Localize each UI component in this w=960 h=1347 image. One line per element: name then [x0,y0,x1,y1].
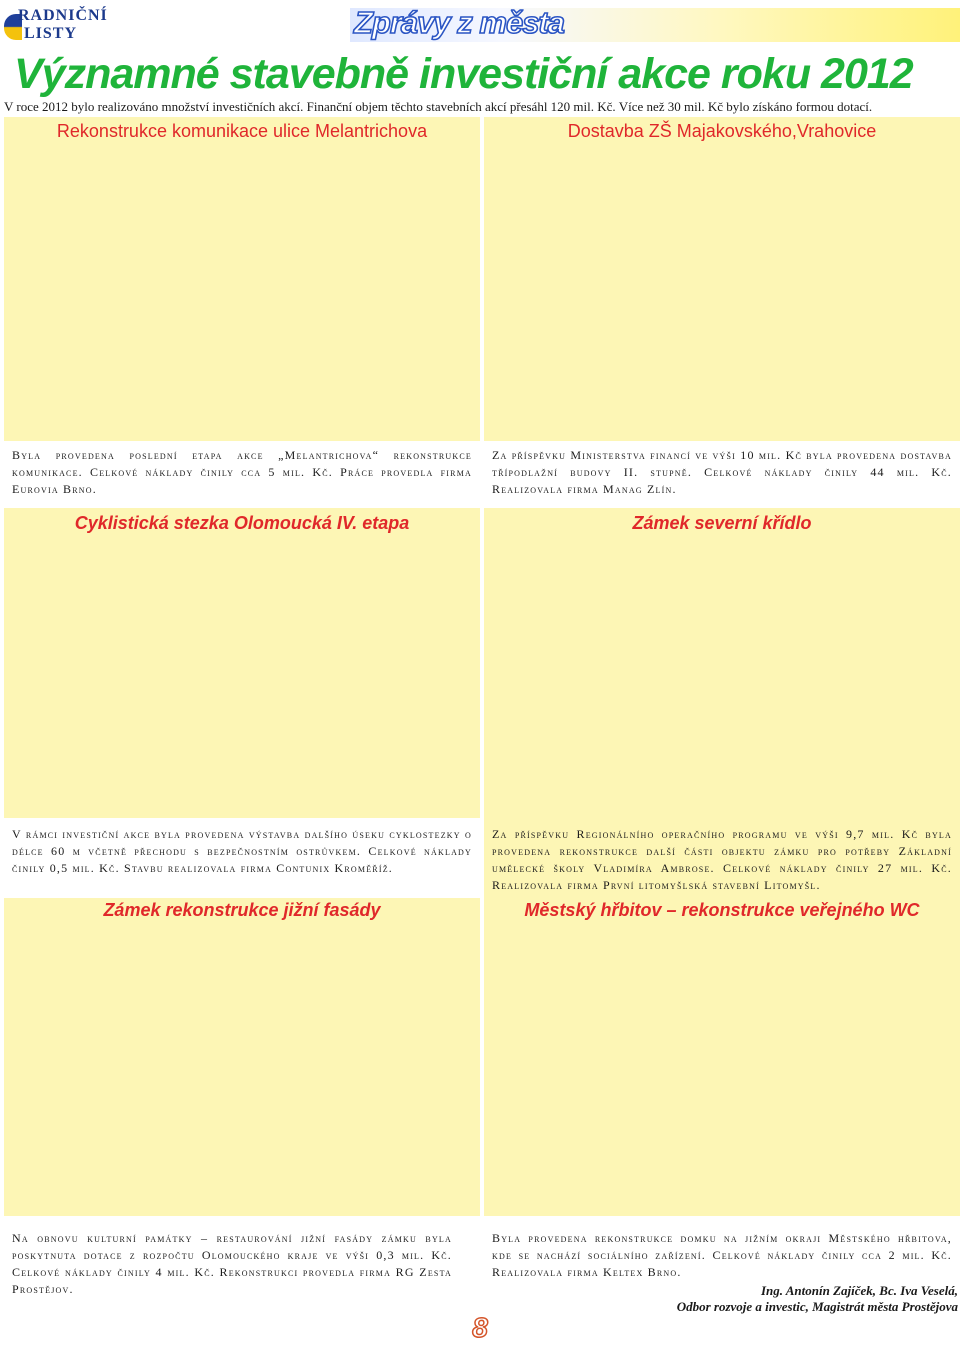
section-banner-title: Zprávy z města [354,5,564,40]
project-title-melantrichova: Rekonstrukce komunikace ulice Melantrichova [56,121,428,141]
logo-line2: LISTY [24,25,78,42]
page-headline: Významné stavebně investiční akce roku 2012 [14,50,913,98]
photo-mestsky-hrbitov-wc [484,898,960,1216]
photo-zamek-jizni-fasada [4,898,480,1216]
logo-line1: RADNIČNÍ [18,7,108,24]
masthead [0,0,960,46]
signature-author: Ing. Antonín Zajíček, Bc. Iva Veselá, [760,1283,958,1298]
intro-text: V roce 2012 bylo realizováno množství investičních akcí. Finanční objem těchto stavebních akcí přesáhl 120 mil. Kč. Více než 30 mil. Kč bylo získáno formou dotací. [4,99,873,114]
caption-melantrichova: Byla provedena poslední etapa akce „Melantrichova“ rekonstrukce komunikace. Celkové náklady činily cca 5 mil. Kč. Práce provedla firma Eurovia Brno. [12,448,472,496]
caption-zamek-jizni-fasada: Na obnovu kulturní památky – restaurování jižní fasády zámku byla poskytnuta dotace z rozpočtu Olomouckého kraje ve výši 0,3 mil. Kč. Celkové náklady činily 4 mil. Kč. Rekonstrukci provedla firma RG Zesta Prostějov. [12,1231,452,1296]
project-title-zs-majakovskeho: Dostavba ZŠ Majakovského,Vrahovice [567,121,877,141]
page-number: 8 [472,1312,488,1343]
caption-mestsky-hrbitov-wc: Byla provedena rekonstrukce domku na jižním okraji Městského hřbitova, kde se nachází sociálního zařízení. Celkové náklady činily cca 2 mil. Kč. Realizovala firma Keltex Brno. [492,1231,952,1279]
project-title-zamek-jizni-fasada: Zámek rekonstrukce jižní fasády [103,900,381,920]
photo-zs-majakovskeho [484,117,960,441]
caption-zamek-severni-kridlo: Za příspěvku Regionálního operačního programu ve výši 9,7 mil. Kč byla provedena rekonstrukce další části objektu zámku pro potřeby Základní umělecké školy Vladimíra Ambrose. Celkové náklady činily 27 mil. Kč. Realizovala firma První litomyšlská stavební Litomyšl. [492,827,952,892]
signature-department: Odbor rozvoje a investic, Magistrát města Prostějova [676,1299,958,1314]
photo-melantrichova [4,117,480,441]
radnicni-listy-logo [4,6,108,44]
caption-zs-majakovskeho: Za příspěvku Ministerstva financí ve výši 10 mil. Kč byla provedena dostavba třípodlažní budovy II. stupně. Celkové náklady činily 44 mil. Kč. Realizovala firma Manag Zlín. [492,448,952,496]
section-banner [350,5,960,42]
photo-cyklisticka-stezka [4,508,480,818]
project-title-zamek-severni-kridlo: Zámek severní křídlo [632,513,812,533]
project-title-mestsky-hrbitov-wc: Městský hřbitov – rekonstrukce veřejného WC [524,900,920,920]
caption-cyklisticka-stezka: V rámci investiční akce byla provedena výstavba dalšího úseku cyklostezky o délce 60 m včetně přechodu s bezpečnostním ostrůvkem. Celkové náklady činily 0,5 mil. Kč. Stavbu realizovala firma Contunix Kroměříž. [12,827,472,875]
project-title-cyklisticka-stezka: Cyklistická stezka Olomoucká IV. etapa [74,513,410,533]
